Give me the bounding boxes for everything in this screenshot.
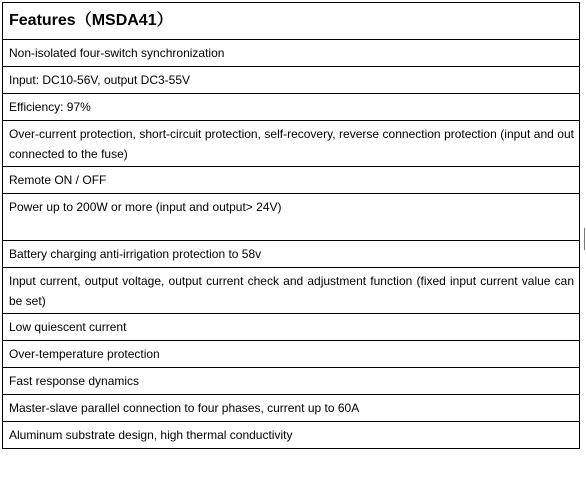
table-row	[3, 194, 580, 241]
feature-cell: Battery charging anti-irrigation protection to 58v	[3, 241, 580, 268]
table-row	[3, 368, 580, 395]
table-row	[3, 67, 580, 94]
feature-cell: Aluminum substrate design, high thermal conductivity	[3, 422, 580, 449]
table-row	[3, 314, 580, 341]
feature-cell: Efficiency: 97%	[3, 94, 580, 121]
table-row	[3, 121, 580, 167]
table-row	[3, 395, 580, 422]
table-row	[3, 341, 580, 368]
feature-cell: Master-slave parallel connection to four phases, current up to 60A	[3, 395, 580, 422]
features-sheet	[2, 2, 580, 449]
feature-cell: Over-temperature protection	[3, 341, 580, 368]
feature-cell: Low quiescent current	[3, 314, 580, 341]
table-header-row	[3, 3, 580, 40]
table-row	[3, 268, 580, 314]
feature-cell: Non-isolated four-switch synchronization	[3, 40, 580, 67]
feature-cell: Power up to 200W or more (input and output> 24V)	[3, 194, 580, 241]
feature-cell: Fast response dynamics	[3, 368, 580, 395]
feature-cell: Input current, output voltage, output current check and adjustment function (fixed input current value can be set)	[3, 268, 580, 314]
table-row	[3, 40, 580, 67]
feature-cell: Over-current protection, short-circuit protection, self-recovery, reverse connection protection (input and out connected to the fuse)	[3, 121, 580, 167]
table-row	[3, 422, 580, 449]
table-row	[3, 94, 580, 121]
feature-cell: Remote ON / OFF	[3, 167, 580, 194]
edge-divider	[584, 228, 585, 250]
features-table	[2, 2, 580, 449]
table-row	[3, 241, 580, 268]
table-title: Features（MSDA41）	[3, 3, 580, 40]
feature-cell: Input: DC10-56V, output DC3-55V	[3, 67, 580, 94]
table-row	[3, 167, 580, 194]
